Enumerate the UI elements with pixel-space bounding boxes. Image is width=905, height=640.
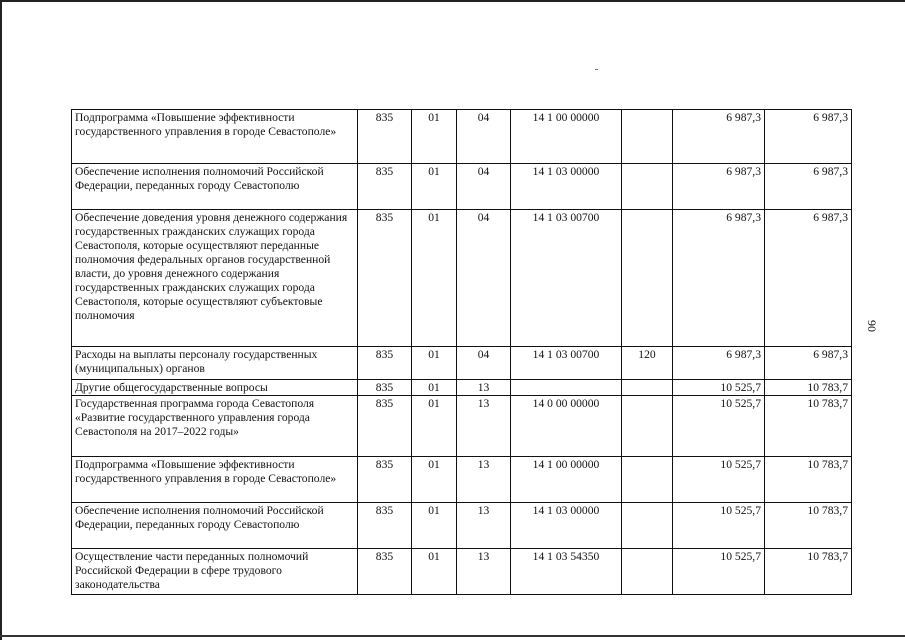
cell-expense-type bbox=[622, 210, 673, 347]
cell-amount-2: 10 783,7 bbox=[765, 396, 852, 457]
cell-department: 835 bbox=[358, 347, 412, 380]
cell-subsection: 04 bbox=[457, 110, 511, 164]
cell-amount-2: 10 783,7 bbox=[765, 457, 852, 503]
cell-target-item: 14 1 00 00000 bbox=[511, 110, 622, 164]
cell-expense-type bbox=[622, 396, 673, 457]
table-row bbox=[72, 549, 852, 595]
cell-target-item: 14 1 00 00000 bbox=[511, 457, 622, 503]
table-row bbox=[72, 457, 852, 503]
table-row bbox=[72, 164, 852, 210]
page-number: 90 bbox=[865, 320, 879, 332]
cell-amount-1: 6 987,3 bbox=[673, 347, 765, 380]
cell-expense-type bbox=[622, 164, 673, 210]
row-name: Подпрограмма «Повышение эффективности государственного управления в городе Севастополе» bbox=[72, 110, 358, 164]
cell-subsection: 13 bbox=[457, 396, 511, 457]
cell-amount-1: 10 525,7 bbox=[673, 503, 765, 549]
cell-amount-2: 6 987,3 bbox=[765, 347, 852, 380]
cell-subsection: 13 bbox=[457, 503, 511, 549]
cell-section: 01 bbox=[412, 347, 457, 380]
cell-expense-type bbox=[622, 380, 673, 396]
scan-speck bbox=[595, 69, 598, 70]
cell-amount-2: 6 987,3 bbox=[765, 210, 852, 347]
cell-section: 01 bbox=[412, 503, 457, 549]
cell-department: 835 bbox=[358, 503, 412, 549]
row-name: Подпрограмма «Повышение эффективности государственного управления в городе Севастополе» bbox=[72, 457, 358, 503]
table-row bbox=[72, 210, 852, 347]
cell-section: 01 bbox=[412, 396, 457, 457]
cell-department: 835 bbox=[358, 457, 412, 503]
row-name: Расходы на выплаты персоналу государственных (муниципальных) органов bbox=[72, 347, 358, 380]
row-name: Обеспечение доведения уровня денежного содержания государственных гражданских служащих города Севастополя, которые осуществляют переданные полномочия федеральных органов государственной власти, до уровня денежного содержания государственных гражданских служащих города Севастополя, которые осуществляют субъектовые полномочия bbox=[72, 210, 358, 347]
cell-expense-type bbox=[622, 110, 673, 164]
cell-section: 01 bbox=[412, 457, 457, 503]
cell-department: 835 bbox=[358, 164, 412, 210]
cell-amount-2: 6 987,3 bbox=[765, 110, 852, 164]
cell-target-item: 14 1 03 00000 bbox=[511, 503, 622, 549]
cell-target-item: 14 1 03 00700 bbox=[511, 210, 622, 347]
cell-amount-1: 6 987,3 bbox=[673, 164, 765, 210]
cell-amount-2: 10 783,7 bbox=[765, 380, 852, 396]
cell-target-item: 14 1 03 00700 bbox=[511, 347, 622, 380]
cell-department: 835 bbox=[358, 396, 412, 457]
cell-section: 01 bbox=[412, 380, 457, 396]
cell-amount-1: 10 525,7 bbox=[673, 396, 765, 457]
cell-amount-1: 10 525,7 bbox=[673, 549, 765, 595]
cell-expense-type bbox=[622, 457, 673, 503]
cell-subsection: 13 bbox=[457, 549, 511, 595]
row-name: Осуществление части переданных полномочий Российской Федерации в сфере трудового законодательства bbox=[72, 549, 358, 595]
cell-department: 835 bbox=[358, 210, 412, 347]
cell-amount-1: 6 987,3 bbox=[673, 110, 765, 164]
cell-subsection: 13 bbox=[457, 457, 511, 503]
cell-section: 01 bbox=[412, 210, 457, 347]
cell-expense-type bbox=[622, 549, 673, 595]
cell-subsection: 04 bbox=[457, 210, 511, 347]
table-row bbox=[72, 396, 852, 457]
cell-subsection: 04 bbox=[457, 347, 511, 380]
cell-section: 01 bbox=[412, 110, 457, 164]
cell-target-item: 14 1 03 00000 bbox=[511, 164, 622, 210]
cell-amount-2: 10 783,7 bbox=[765, 549, 852, 595]
cell-amount-1: 10 525,7 bbox=[673, 457, 765, 503]
bottom-divider bbox=[0, 635, 905, 637]
table-row bbox=[72, 503, 852, 549]
cell-amount-2: 6 987,3 bbox=[765, 164, 852, 210]
row-name: Обеспечение исполнения полномочий Российской Федерации, переданных городу Севастополю bbox=[72, 503, 358, 549]
cell-target-item: 14 1 03 54350 bbox=[511, 549, 622, 595]
cell-expense-type: 120 bbox=[622, 347, 673, 380]
cell-amount-1: 10 525,7 bbox=[673, 380, 765, 396]
table-row bbox=[72, 380, 852, 396]
cell-target-item bbox=[511, 380, 622, 396]
cell-subsection: 04 bbox=[457, 164, 511, 210]
cell-department: 835 bbox=[358, 110, 412, 164]
row-name: Другие общегосударственные вопросы bbox=[72, 380, 358, 396]
cell-section: 01 bbox=[412, 164, 457, 210]
cell-amount-1: 6 987,3 bbox=[673, 210, 765, 347]
table-row bbox=[72, 110, 852, 164]
cell-section: 01 bbox=[412, 549, 457, 595]
row-name: Обеспечение исполнения полномочий Российской Федерации, переданных городу Севастополю bbox=[72, 164, 358, 210]
cell-department: 835 bbox=[358, 380, 412, 396]
cell-department: 835 bbox=[358, 549, 412, 595]
table-row bbox=[72, 347, 852, 380]
budget-table bbox=[71, 109, 852, 595]
cell-subsection: 13 bbox=[457, 380, 511, 396]
cell-expense-type bbox=[622, 503, 673, 549]
row-name: Государственная программа города Севастополя «Развитие государственного управления города Севастополя на 2017–2022 годы» bbox=[72, 396, 358, 457]
cell-target-item: 14 0 00 00000 bbox=[511, 396, 622, 457]
cell-amount-2: 10 783,7 bbox=[765, 503, 852, 549]
